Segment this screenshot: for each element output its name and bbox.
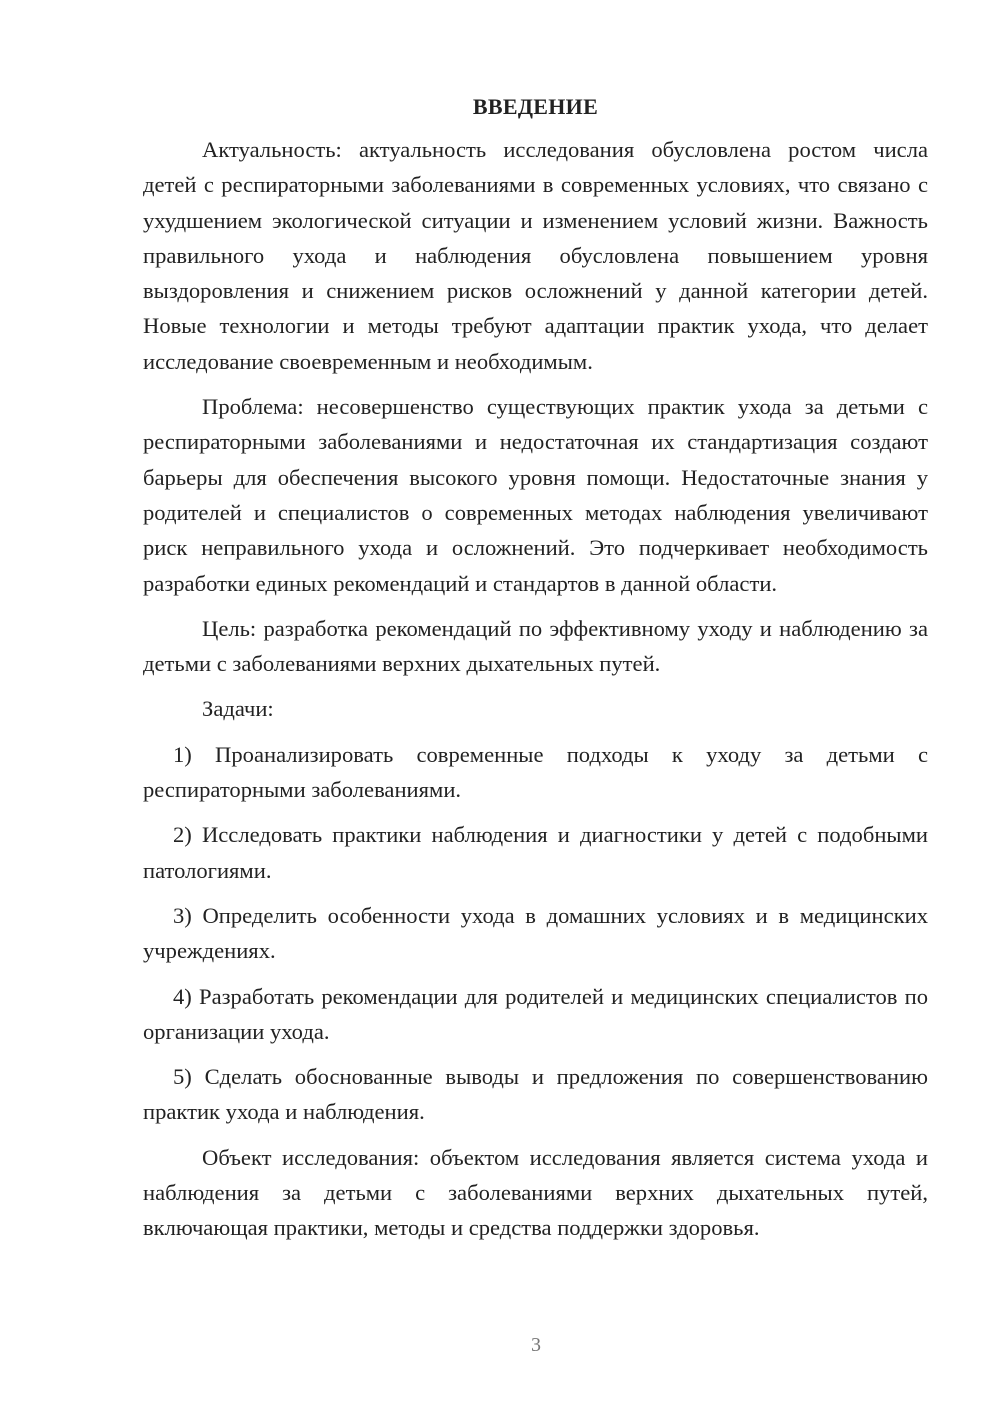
task-item-4: 4) Разработать рекомендации для родителей и медицинских специалистов по организации ухода. bbox=[143, 983, 928, 1044]
section-title: ВВЕДЕНИЕ bbox=[472, 94, 599, 119]
object-paragraph: Объект исследования: объектом исследования является система ухода и наблюдения за детьми с заболеваниями верхних дыхательных путей, включающая практики, методы и средства поддержки здоровья. bbox=[143, 1144, 928, 1241]
tasks-heading: Задачи: bbox=[202, 696, 274, 722]
relevance-paragraph: Актуальность: актуальность исследования обусловлена ростом числа детей с респираторными заболеваниями в современных условиях, что связано с ухудшением экологической ситуации и изменением условий жизни. Важность правильного ухода и наблюдения обусловлена повышением уровня выздоровления и снижением рисков осложнений у данной категории детей. Новые технологии и методы требуют адаптации практик ухода, что делает исследование своевременным и необходимым. bbox=[143, 137, 928, 374]
goal-paragraph: Цель: разработка рекомендаций по эффективному уходу и наблюдению за детьми с заболеваниями верхних дыхательных путей. bbox=[143, 615, 928, 677]
task-item-3: 3) Определить особенности ухода в домашних условиях и в медицинских учреждениях. bbox=[143, 902, 928, 964]
document-page bbox=[143, 92, 928, 1246]
task-item-1: 1) Проанализировать современные подходы к уходу за детьми с респираторными заболеваниями. bbox=[143, 741, 928, 803]
page-number: 3 bbox=[531, 1334, 541, 1356]
task-item-5: 5) Сделать обоснованные выводы и предложения по совершенствованию практик ухода и наблюдения. bbox=[143, 1064, 928, 1125]
tasks-list bbox=[143, 737, 928, 1130]
task-item-2: 2) Исследовать практики наблюдения и диагностики у детей с подобными патологиями. bbox=[143, 822, 928, 883]
problem-paragraph: Проблема: несовершенство существующих практик ухода за детьми с респираторными заболеваниями и недостаточная их стандартизация создают барьеры для обеспечения высокого уровня помощи. Недостаточные знания у родителей и специалистов о современных методах наблюдения увеличивают риск неправильного ухода и осложнений. Это подчеркивает необходимость разработки единых рекомендаций и стандартов в данной области. bbox=[143, 394, 928, 596]
